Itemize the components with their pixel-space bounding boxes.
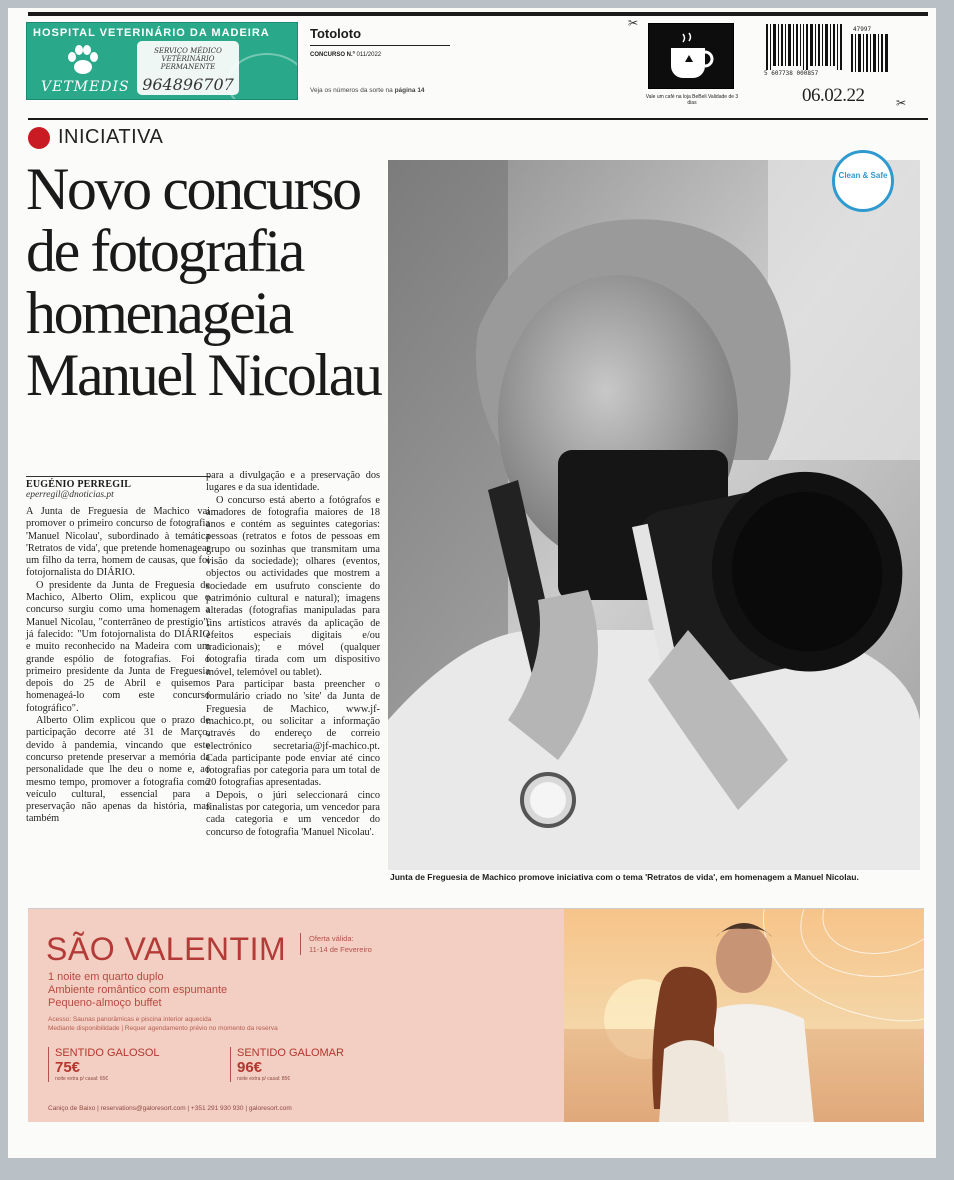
coffee-coupon[interactable] [648,23,734,89]
totoloto-note [310,87,425,94]
ad-feature: 1 noite em quarto duplo [48,971,164,983]
ad-fine-print-line: Mediante disponibilidade | Requer agendamento prévio no momento da reserva [48,1025,278,1032]
vet-ad-brand: VETMEDIS [41,79,130,95]
price-value: 96€ [237,1059,263,1076]
paragraph: A Junta de Freguesia de Machico vai promover o primeiro concurso de fotografia 'Manuel Nicolau', subordinado à temática 'Retratos de vida', que pretende homenagear um filho da terra, homem de causas, que foi fotojornalista do DIÁRIO. [26,506,210,579]
red-dot-icon [28,127,50,149]
ad-offer-label: Oferta válida: [309,934,354,943]
photo-caption: Junta de Freguesia de Machico promove iniciativa com o tema 'Retratos de vida', em homenagem a Manuel Nicolau. [390,872,859,882]
price-note: noite extra p/ casal: 65€ [55,1076,109,1082]
price-galosol [48,1047,160,1082]
paragraph: O concurso está aberto a fotógrafos e amadores de fotografia maiores de 18 anos e contém as seguintes categorias: pessoas (retratos e fotos de pessoas em grupo ou sozinhas que transmitam uma visão da sociedade); olhares (eventos, objectos ou actividades que mostrem a sociedade em usufruto consciente do património cultural e natural); imagens alteradas (fotografias manipuladas para fins artísticos através da aplicação de efeitos especiais digitais e/ou tradicionais); e móvel (qualquer fotografia tirada com um dispositivo móvel, telemóvel ou tablet). [206,494,380,678]
author-email[interactable]: eperregil@dnoticias.pt [26,490,114,500]
coffee-coupon-caption: Vale um café na loja BeBeli Validade de 3 dias [645,94,739,106]
totoloto-box [310,26,450,58]
ad-title: SÃO VALENTIM [46,931,287,967]
article-photo [388,160,920,870]
paragraph: para a divulgação e a preservação dos lugares e da sua identidade. [206,470,380,494]
vet-ad-service-line: SERVIÇO MÉDICO [154,47,222,55]
price-name: SENTIDO GALOSOL [55,1047,160,1059]
masthead-bottom-rule [28,118,928,120]
scissors-icon: ✂ [896,96,907,110]
totoloto-contest-value: 011/2022 [356,52,382,58]
paw-icon [65,43,101,77]
barcode-number: 5 607738 000857 [764,70,819,77]
vet-ad-phone: 964896707 [142,75,234,94]
clean-safe-badge [832,150,894,212]
issue-number: 47997 [853,26,872,33]
ad-fine-print-line: Acesso: Saunas panorâmicas e piscina interior aquecida [48,1016,212,1023]
coffee-cup-icon [649,24,735,90]
totoloto-note-text: Veja os números da sorte na [310,87,395,94]
totoloto-contest [310,52,450,58]
ad-contact[interactable]: Caniço de Baixo | reservations@galoresort.com | +351 291 930 930 | galoresort.com [48,1105,292,1112]
vet-hospital-ad[interactable] [26,22,298,100]
ad-feature: Ambiente romântico com espumante [48,984,228,996]
totoloto-note-page: página 14 [394,87,425,94]
vet-ad-service-line: VETERINÁRIO PERMANENTE [160,55,216,71]
article-column-1 [26,506,210,826]
vet-ad-contact-box [137,41,239,95]
paragraph: Para participar basta preencher o formulário criado no 'site' da Junta de Freguesia de Machico, www.jf-machico.pt, ou solicitar a informação através do endereço de correio electrónico secretaria@jf-machico.pt. Cada participante pode enviar até cinco fotografias por categoria para um total de 20 fotografias apresentadas. [206,679,380,789]
kicker-label: INICIATIVA [58,126,164,148]
ad-fine-print [48,1015,278,1033]
edition-date: 06.02.22 [802,85,865,106]
totoloto-title: Totoloto [310,26,450,46]
couple-sunset-image [564,909,924,1122]
totoloto-contest-label: CONCURSO N.º [310,52,355,58]
masthead-top-rule [28,12,928,16]
paragraph: Alberto Olim explicou que o prazo de participação decorre até 31 de Março, devido à pandemia, vincando que este concurso pretende preservar a memória da personalidade que lhe deu o nome e, ao mesmo tempo, promover a fotografia como veículo cultural, essencial para a preservação não apenas da história, mas também [26,715,210,825]
article-column-2 [206,470,380,839]
author-name: EUGÉNIO PERREGIL [26,479,132,490]
section-kicker [28,126,163,149]
paragraph: O presidente da Junta de Freguesia de Machico, Alberto Olim, explicou que o concurso surgiu como uma homenagem a Manuel Nicolau, "conterrâneo de prestígio", já falecido: "Um fotojornalista do DIÁRIO e muito reconhecido na Madeira com um grande espólio de fotografias. Foi o primeiro presidente da Junta de Freguesia depois do 25 de Abril e quisemos homenageá-lo com este concurso fotográfico". [26,579,210,714]
issue-barcode [851,34,889,72]
sao-valentim-ad[interactable] [28,908,924,1122]
newspaper-page [8,8,936,1158]
byline [26,476,210,500]
price-galomar [230,1047,344,1082]
photographer-with-camera-image [388,160,920,870]
ad-feature: Pequeno-almoço buffet [48,997,162,1009]
ad-offer [300,933,372,955]
vet-ad-title: HOSPITAL VETERINÁRIO DA MADEIRA [33,27,270,39]
price-note: noite extra p/ casal: 85€ [237,1076,291,1082]
paragraph: Depois, o júri seleccionará cinco finalistas por categoria, um vencedor para cada categoria e um vencedor do concurso de fotografia 'Manuel Nicolau'. [206,789,380,838]
headline: Novo concurso de fotografia homenageia Manuel Nicolau [26,156,381,408]
clean-safe-label: Clean & Safe [838,171,888,180]
price-name: SENTIDO GALOMAR [237,1047,344,1059]
ad-features [48,971,227,1010]
price-value: 75€ [55,1059,81,1076]
ad-offer-dates: 11-14 de Fevereiro [309,945,372,954]
scissors-icon: ✂ [628,16,639,30]
